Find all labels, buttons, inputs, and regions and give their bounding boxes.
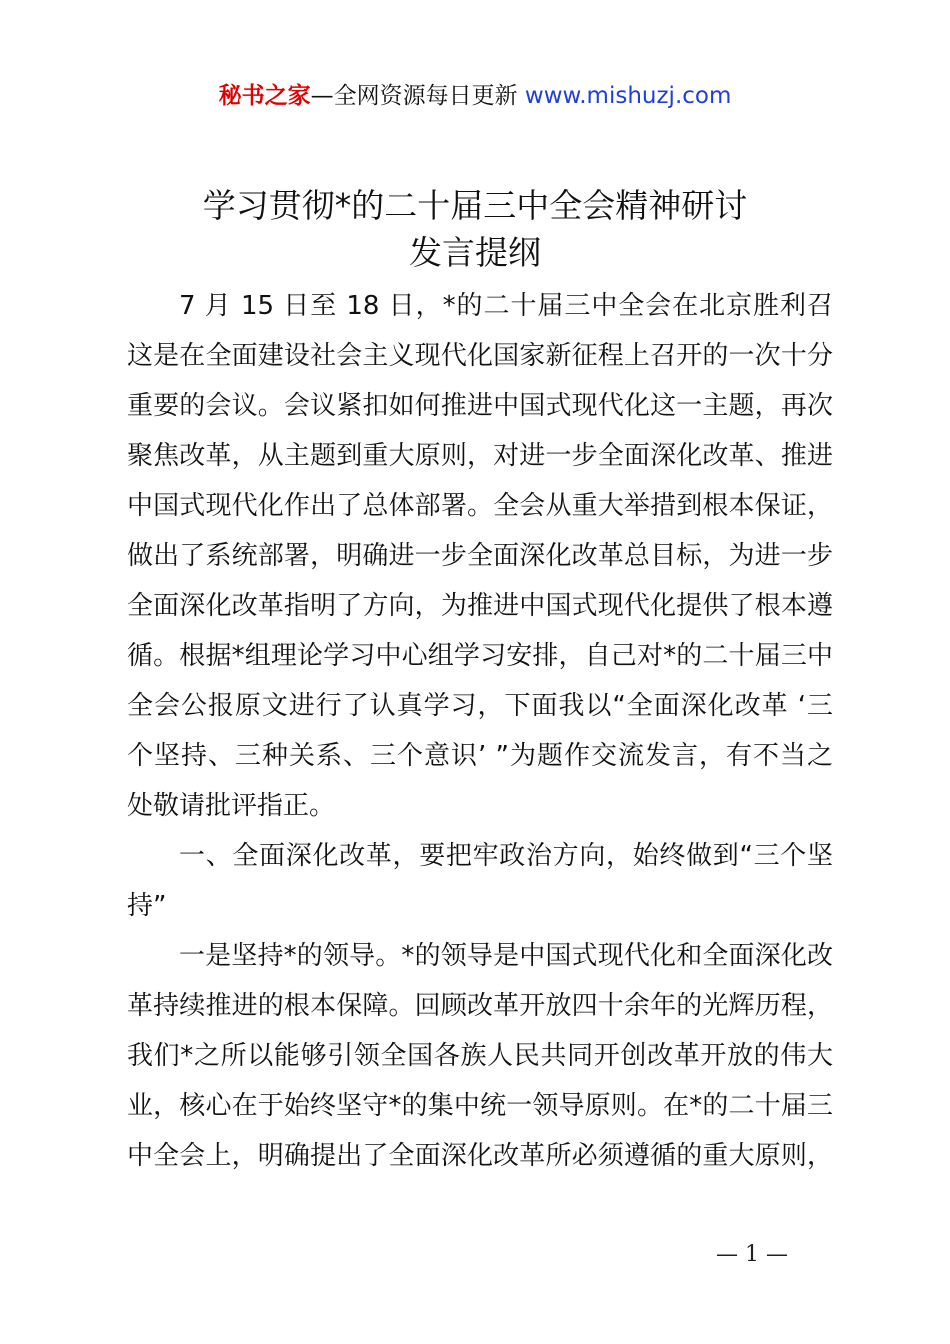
paragraph-intro	[127, 281, 833, 831]
text-line: 做出了系统部署，明确进一步全面深化改革总目标，为进一步	[127, 541, 833, 571]
text-line: 一、全面深化改革，要把牢政治方向，始终做到“三个坚	[179, 841, 833, 871]
text-line: 中国式现代化作出了总体部署。全会从重大举措到根本保证，	[127, 491, 833, 521]
brand-name: 秘书之家	[218, 83, 311, 109]
banner-slogan: —全网资源每日更新	[310, 83, 518, 109]
text-line: 全会公报原文进行了认真学习，下面我以“全面深化改革 ‘三	[127, 691, 833, 721]
text-line: 持”	[127, 891, 167, 921]
text-line: 这是在全面建设社会主义现代化国家新征程上召开的一次十分	[127, 341, 833, 371]
text-line: 一是坚持*的领导。*的领导是中国式现代化和全面深化改	[179, 941, 833, 971]
text-line: 个坚持、三种关系、三个意识’ ”为题作交流发言，有不当之	[127, 741, 833, 771]
text-line: 处敬请批评指正。	[127, 791, 336, 821]
text-line: 循。根据*组理论学习中心组学习安排，自己对*的二十届三中	[127, 641, 833, 671]
document-body	[127, 281, 833, 1181]
text-line: 7 月 15 日至 18 日，*的二十届三中全会在北京胜利召	[179, 291, 833, 321]
text-line: 业，核心在于始终坚守*的集中统一领导原则。在*的二十届三	[127, 1091, 833, 1121]
text-line: 全面深化改革指明了方向，为推进中国式现代化提供了根本遵	[127, 591, 833, 621]
title-line-2: 发言提纲	[409, 233, 541, 272]
text-line: 聚焦改革，从主题到重大原则，对进一步全面深化改革、推进	[127, 441, 833, 471]
text-line: 革持续推进的根本保障。回顾改革开放四十余年的光辉历程，	[127, 991, 833, 1021]
website-link[interactable]: www.mishuzj.com	[524, 83, 732, 109]
text-line: 我们*之所以能够引领全国各族人民共同开创改革开放的伟大	[127, 1041, 833, 1071]
text-line: 中全会上，明确提出了全面深化改革所必须遵循的重大原则，	[127, 1141, 833, 1171]
page-number: — 1 —	[716, 1242, 788, 1267]
document-title	[0, 182, 950, 276]
header-banner	[0, 80, 950, 112]
section-heading-1	[127, 831, 833, 931]
title-line-1: 学习贯彻*的二十届三中全会精神研讨	[202, 186, 748, 225]
paragraph-point-1	[127, 931, 833, 1181]
text-line: 重要的会议。会议紧扣如何推进中国式现代化这一主题，再次	[127, 391, 833, 421]
